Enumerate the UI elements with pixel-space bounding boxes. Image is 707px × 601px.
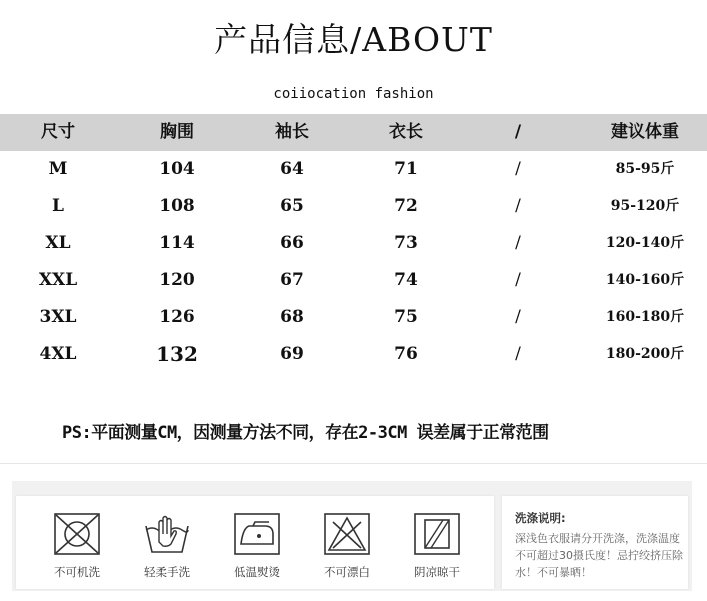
chest-cell: 114 <box>159 233 195 253</box>
care-text-box <box>502 496 688 589</box>
care-item-no-bleach <box>312 512 382 580</box>
weight-cell: 120-140斤 <box>605 235 685 251</box>
weight-cell: 140-160斤 <box>605 272 685 288</box>
size-cell: XL <box>45 233 71 253</box>
sleeve-cell: 66 <box>280 233 304 253</box>
slash-cell: / <box>515 307 521 327</box>
care-item-low-temp-iron <box>222 512 292 580</box>
header-sleeve: 袖长 <box>275 122 309 142</box>
slash-cell: / <box>515 233 521 253</box>
length-cell: 74 <box>394 270 418 290</box>
weight-cell: 160-180斤 <box>605 309 685 325</box>
care-label: 阴凉晾干 <box>414 565 460 579</box>
slash-cell: / <box>515 270 521 290</box>
divider <box>0 463 707 464</box>
care-label: 不可漂白 <box>324 565 370 579</box>
weight-cell: 180-200斤 <box>605 346 685 362</box>
size-cell: 4XL <box>39 344 77 364</box>
size-cell: 3XL <box>39 307 77 327</box>
table-header <box>0 114 707 151</box>
sleeve-cell: 67 <box>280 270 304 290</box>
brand-subtitle: coiiocation fashion <box>273 86 434 102</box>
page-title: 产品信息/ABOUT <box>214 20 493 59</box>
weight-cell: 95-120斤 <box>610 198 680 214</box>
no-machine-wash-icon <box>53 512 101 556</box>
length-cell: 72 <box>394 196 418 216</box>
measurement-note: PS:平面测量CM，因测量方法不同，存在2-3CM 误差属于正常范围 <box>62 423 549 443</box>
table-row <box>0 225 707 262</box>
header-chest: 胸围 <box>160 122 194 142</box>
table-row <box>0 188 707 225</box>
gentle-hand-wash-icon <box>143 512 191 556</box>
care-icons-box <box>16 496 494 589</box>
table-row <box>0 262 707 299</box>
sleeve-cell: 65 <box>280 196 304 216</box>
size-cell: XXL <box>38 270 78 290</box>
size-table <box>0 114 707 373</box>
chest-cell: 126 <box>159 307 195 327</box>
care-label: 低温熨烫 <box>234 565 280 579</box>
care-item-hand-wash <box>132 512 202 580</box>
sleeve-cell: 69 <box>280 344 304 364</box>
chest-cell: 120 <box>159 270 195 290</box>
header-size: 尺寸 <box>41 122 75 142</box>
size-cell: L <box>52 196 64 216</box>
table-row <box>0 151 707 188</box>
care-description: 深浅色衣服请分开洗涤，洗涤温度不可超过30摄氏度！忌拧绞挤压除水！不可暴晒！ <box>515 532 683 579</box>
length-cell: 75 <box>394 307 418 327</box>
slash-cell: / <box>515 344 521 364</box>
weight-cell: 85-95斤 <box>615 161 675 177</box>
care-label: 轻柔手洗 <box>144 565 190 579</box>
sleeve-cell: 64 <box>280 159 304 179</box>
dry-in-shade-icon <box>413 512 461 556</box>
table-row <box>0 336 707 373</box>
low-temp-iron-icon <box>233 512 281 556</box>
slash-cell: / <box>515 159 521 179</box>
table-row <box>0 299 707 336</box>
header-slash: / <box>514 122 522 142</box>
sleeve-cell: 68 <box>280 307 304 327</box>
chest-cell: 108 <box>159 196 195 216</box>
care-item-dry-in-shade <box>402 512 472 580</box>
chest-cell: 132 <box>156 342 198 366</box>
length-cell: 76 <box>394 344 418 364</box>
length-cell: 71 <box>394 159 418 179</box>
no-bleach-icon <box>323 512 371 556</box>
care-title: 洗涤说明: <box>515 511 566 525</box>
care-item-no-machine-wash <box>42 512 112 580</box>
header-weight: 建议体重 <box>611 122 679 142</box>
length-cell: 73 <box>394 233 418 253</box>
care-label: 不可机洗 <box>54 565 100 579</box>
header-length: 衣长 <box>389 122 423 142</box>
slash-cell: / <box>515 196 521 216</box>
size-cell: M <box>48 159 68 179</box>
care-instructions-panel <box>12 481 692 591</box>
chest-cell: 104 <box>159 159 195 179</box>
